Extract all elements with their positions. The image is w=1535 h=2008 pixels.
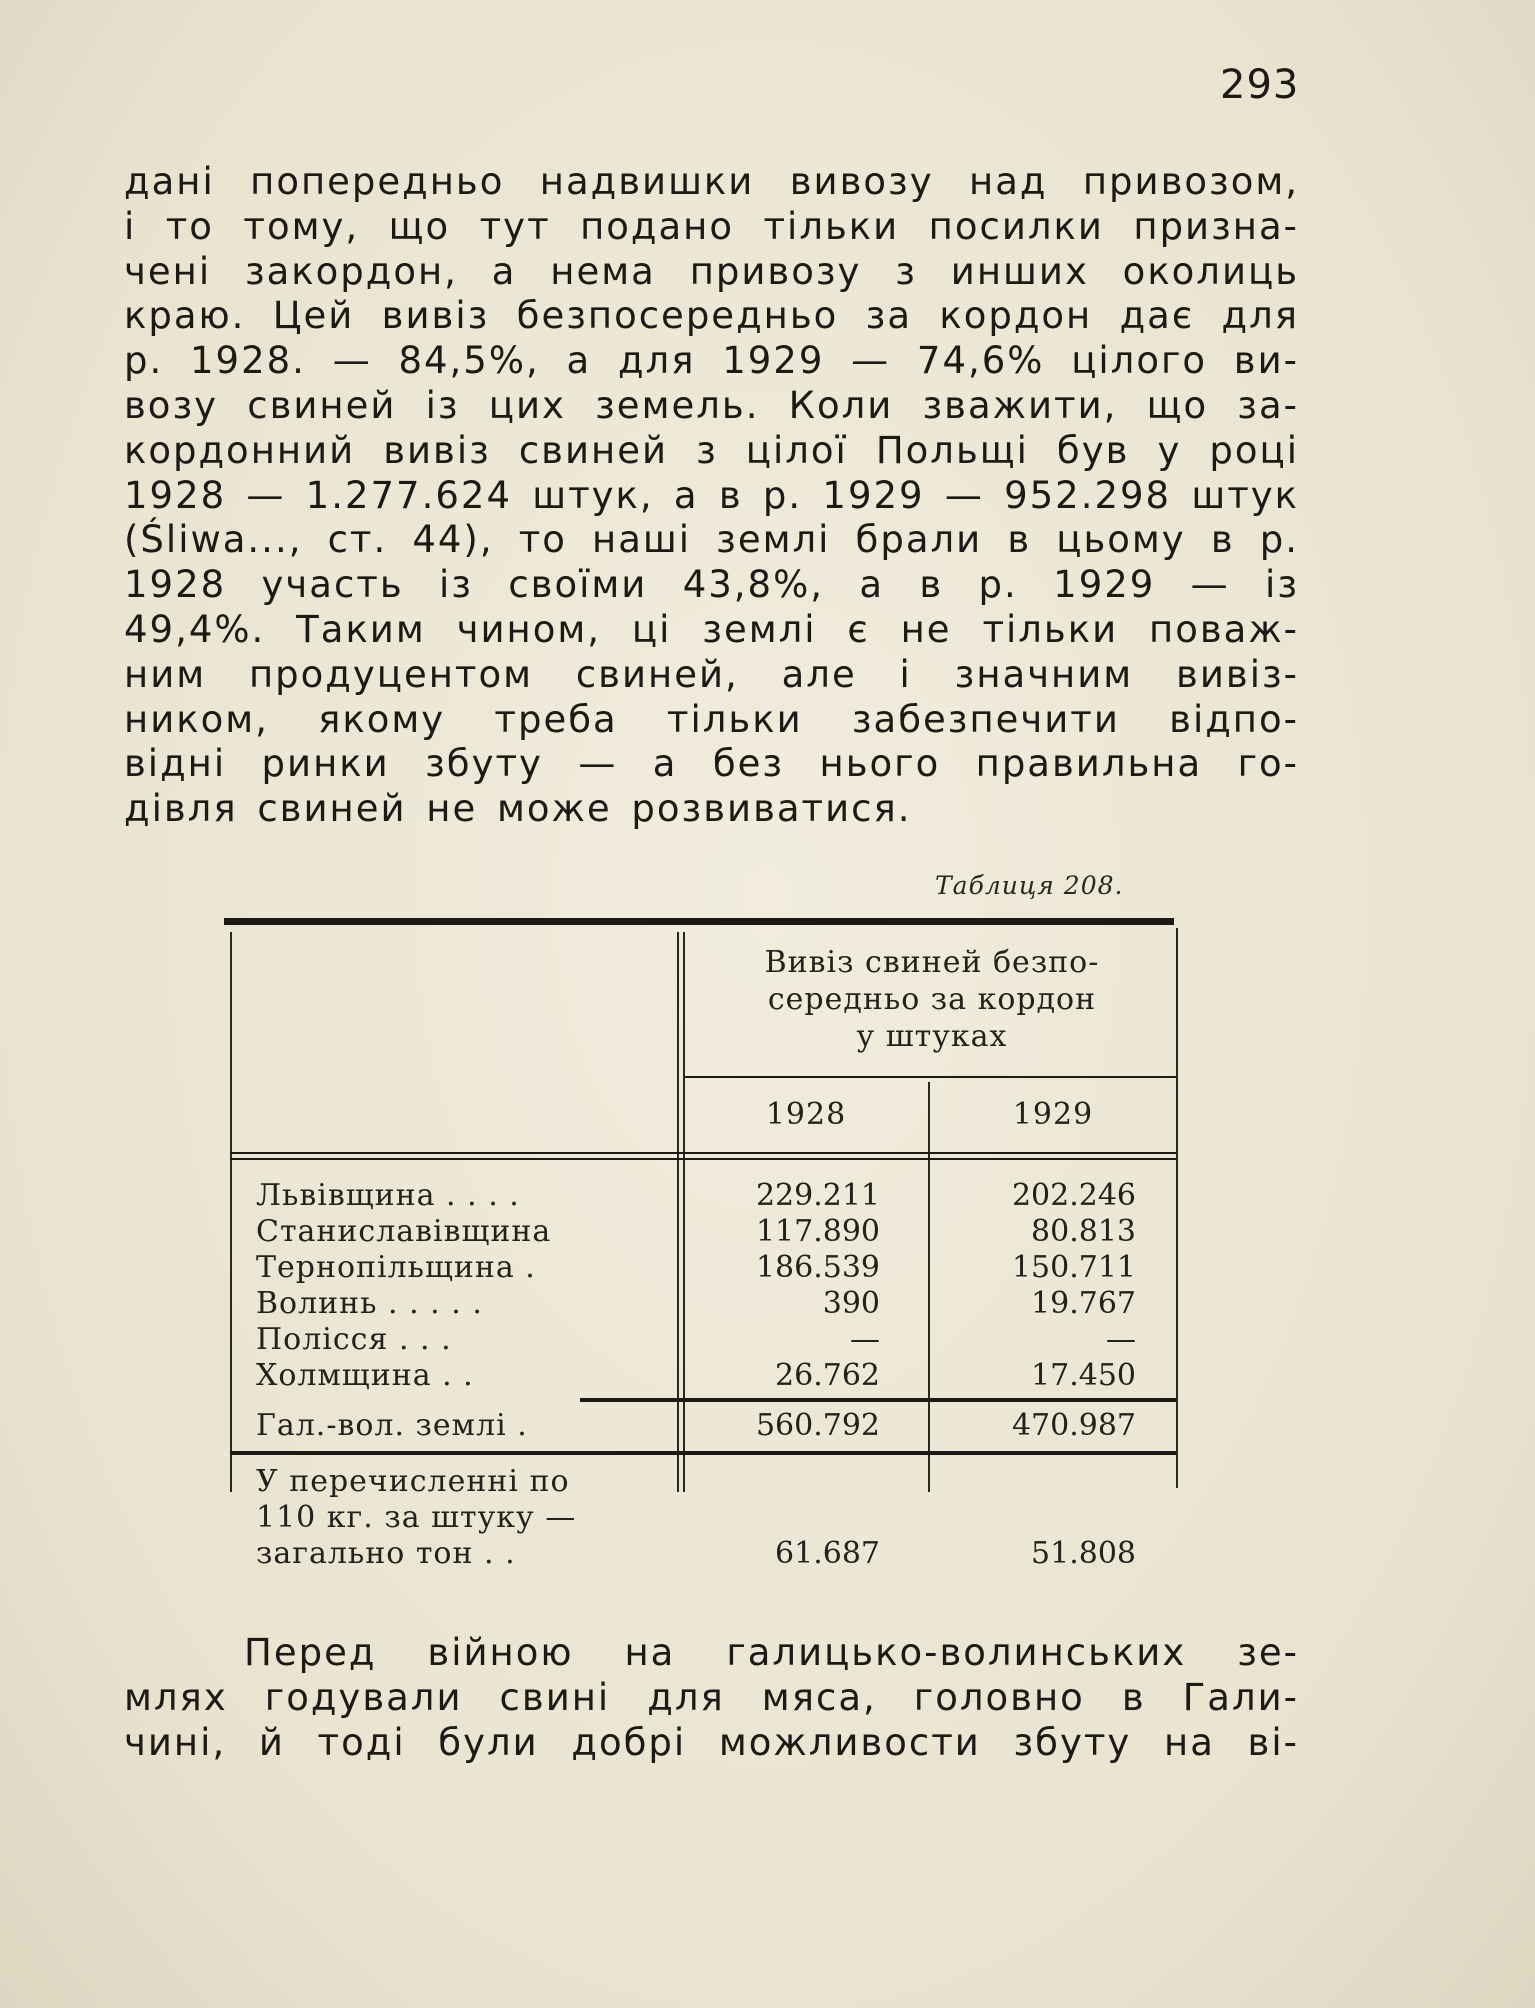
text-line: 49,4%. Таким чином, ці землі є не тільки поваж- bbox=[124, 607, 1299, 651]
text-line: (Śliwa..., ст. 44), то наші землі брали в цьому в р. bbox=[124, 518, 1299, 562]
text-line: возу свиней із цих земель. Коли зважити, що за- bbox=[124, 383, 1299, 427]
total-bottom-rule bbox=[230, 1451, 1176, 1455]
cell-1928: 186.539 bbox=[755, 1250, 880, 1285]
header-bottom-rule bbox=[230, 1152, 1176, 1154]
paragraph-1 bbox=[124, 160, 1299, 832]
year-header-1929: 1929 bbox=[1012, 1097, 1094, 1132]
conversion-line: загально тон . . bbox=[256, 1536, 516, 1571]
cell-1928: 117.890 bbox=[755, 1214, 880, 1249]
cell-1929: 17.450 bbox=[1031, 1358, 1136, 1393]
cell-1928: 390 bbox=[822, 1286, 880, 1321]
group-header bbox=[692, 944, 1172, 1055]
text-line: р. 1928. — 84,5%, а для 1929 — 74,6% цілого ви- bbox=[124, 339, 1299, 383]
group-header-line: Вивіз свиней безпо- bbox=[764, 945, 1100, 980]
row-name: Львівщина . . . . bbox=[256, 1178, 520, 1213]
text-line: краю. Цей вивіз безпосередньо за кордон дає для bbox=[124, 294, 1299, 338]
paragraph-2 bbox=[124, 1631, 1299, 1765]
cell-1928: 26.762 bbox=[775, 1358, 880, 1393]
cell-1929: 19.767 bbox=[1031, 1286, 1136, 1321]
table-caption: Таблиця 208. bbox=[935, 871, 1124, 900]
cell-1929: — bbox=[1106, 1322, 1136, 1357]
text-line: Перед війною на галицько-волинських зе- bbox=[244, 1631, 1299, 1674]
year-header-1928: 1928 bbox=[765, 1097, 847, 1132]
cell-1928: — bbox=[850, 1322, 880, 1357]
row-name: Станиславівщина bbox=[256, 1214, 552, 1249]
text-line: кордонний вивіз свиней з цілої Польщі був у році bbox=[124, 428, 1299, 472]
row-name: Холмщина . . bbox=[256, 1358, 474, 1393]
cell-1929: 80.813 bbox=[1031, 1214, 1136, 1249]
total-top-rule bbox=[580, 1398, 1176, 1402]
page-number: 293 bbox=[1220, 62, 1300, 108]
row-name: Полісся . . . bbox=[256, 1322, 452, 1357]
column-divider bbox=[677, 932, 679, 1492]
table-right-border bbox=[1176, 928, 1178, 1488]
text-line: ним продуцентом свиней, але і значним вивіз- bbox=[124, 652, 1299, 696]
text-line: відні ринки збуту — а без нього правильна го- bbox=[124, 742, 1299, 786]
cell-1928: 229.211 bbox=[755, 1178, 880, 1213]
conversion-row-name bbox=[256, 1464, 576, 1572]
cell-1929: 150.711 bbox=[1011, 1250, 1136, 1285]
text-line: 1928 участь із своїми 43,8%, а в р. 1929 — із bbox=[124, 563, 1299, 607]
text-line: дівля свиней не може розвиватися. bbox=[124, 787, 912, 831]
table-top-rule bbox=[224, 918, 1174, 925]
conversion-1929: 51.808 bbox=[1031, 1536, 1136, 1571]
total-row-name: Гал.-вол. землі . bbox=[256, 1408, 528, 1443]
group-header-line: у штуках bbox=[856, 1019, 1008, 1054]
header-divider bbox=[684, 1076, 1176, 1078]
text-line: і то тому, що тут подано тільки посилки призна- bbox=[124, 204, 1299, 248]
text-line: чині, й тоді були добрі можливости збуту на ві- bbox=[124, 1720, 1299, 1764]
header-bottom-rule bbox=[230, 1158, 1176, 1160]
text-line: млях годували свині для мяса, головно в Гали- bbox=[124, 1675, 1299, 1719]
export-table bbox=[222, 916, 1182, 1576]
group-header-line: середньо за кордон bbox=[767, 982, 1097, 1017]
total-1928: 560.792 bbox=[755, 1408, 880, 1443]
text-line: дані попередньо надвишки вивозу над привозом, bbox=[124, 160, 1299, 203]
conversion-line: 110 кг. за штуку — bbox=[256, 1500, 577, 1535]
row-name: Волинь . . . . . bbox=[256, 1286, 483, 1321]
total-1929: 470.987 bbox=[1011, 1408, 1136, 1443]
table-left-border bbox=[230, 932, 232, 1492]
text-line: ником, якому треба тільки забезпечити відпо- bbox=[124, 697, 1299, 741]
cell-1929: 202.246 bbox=[1011, 1178, 1136, 1213]
conversion-1928: 61.687 bbox=[775, 1536, 880, 1571]
text-line: 1928 — 1.277.624 штук, а в р. 1929 — 952.298 штук bbox=[124, 473, 1299, 517]
row-name: Тернопільщина . bbox=[256, 1250, 536, 1285]
conversion-line: У перечисленні по bbox=[256, 1464, 570, 1499]
text-line: чені закордон, а нема привозу з инших околиць bbox=[124, 249, 1299, 293]
